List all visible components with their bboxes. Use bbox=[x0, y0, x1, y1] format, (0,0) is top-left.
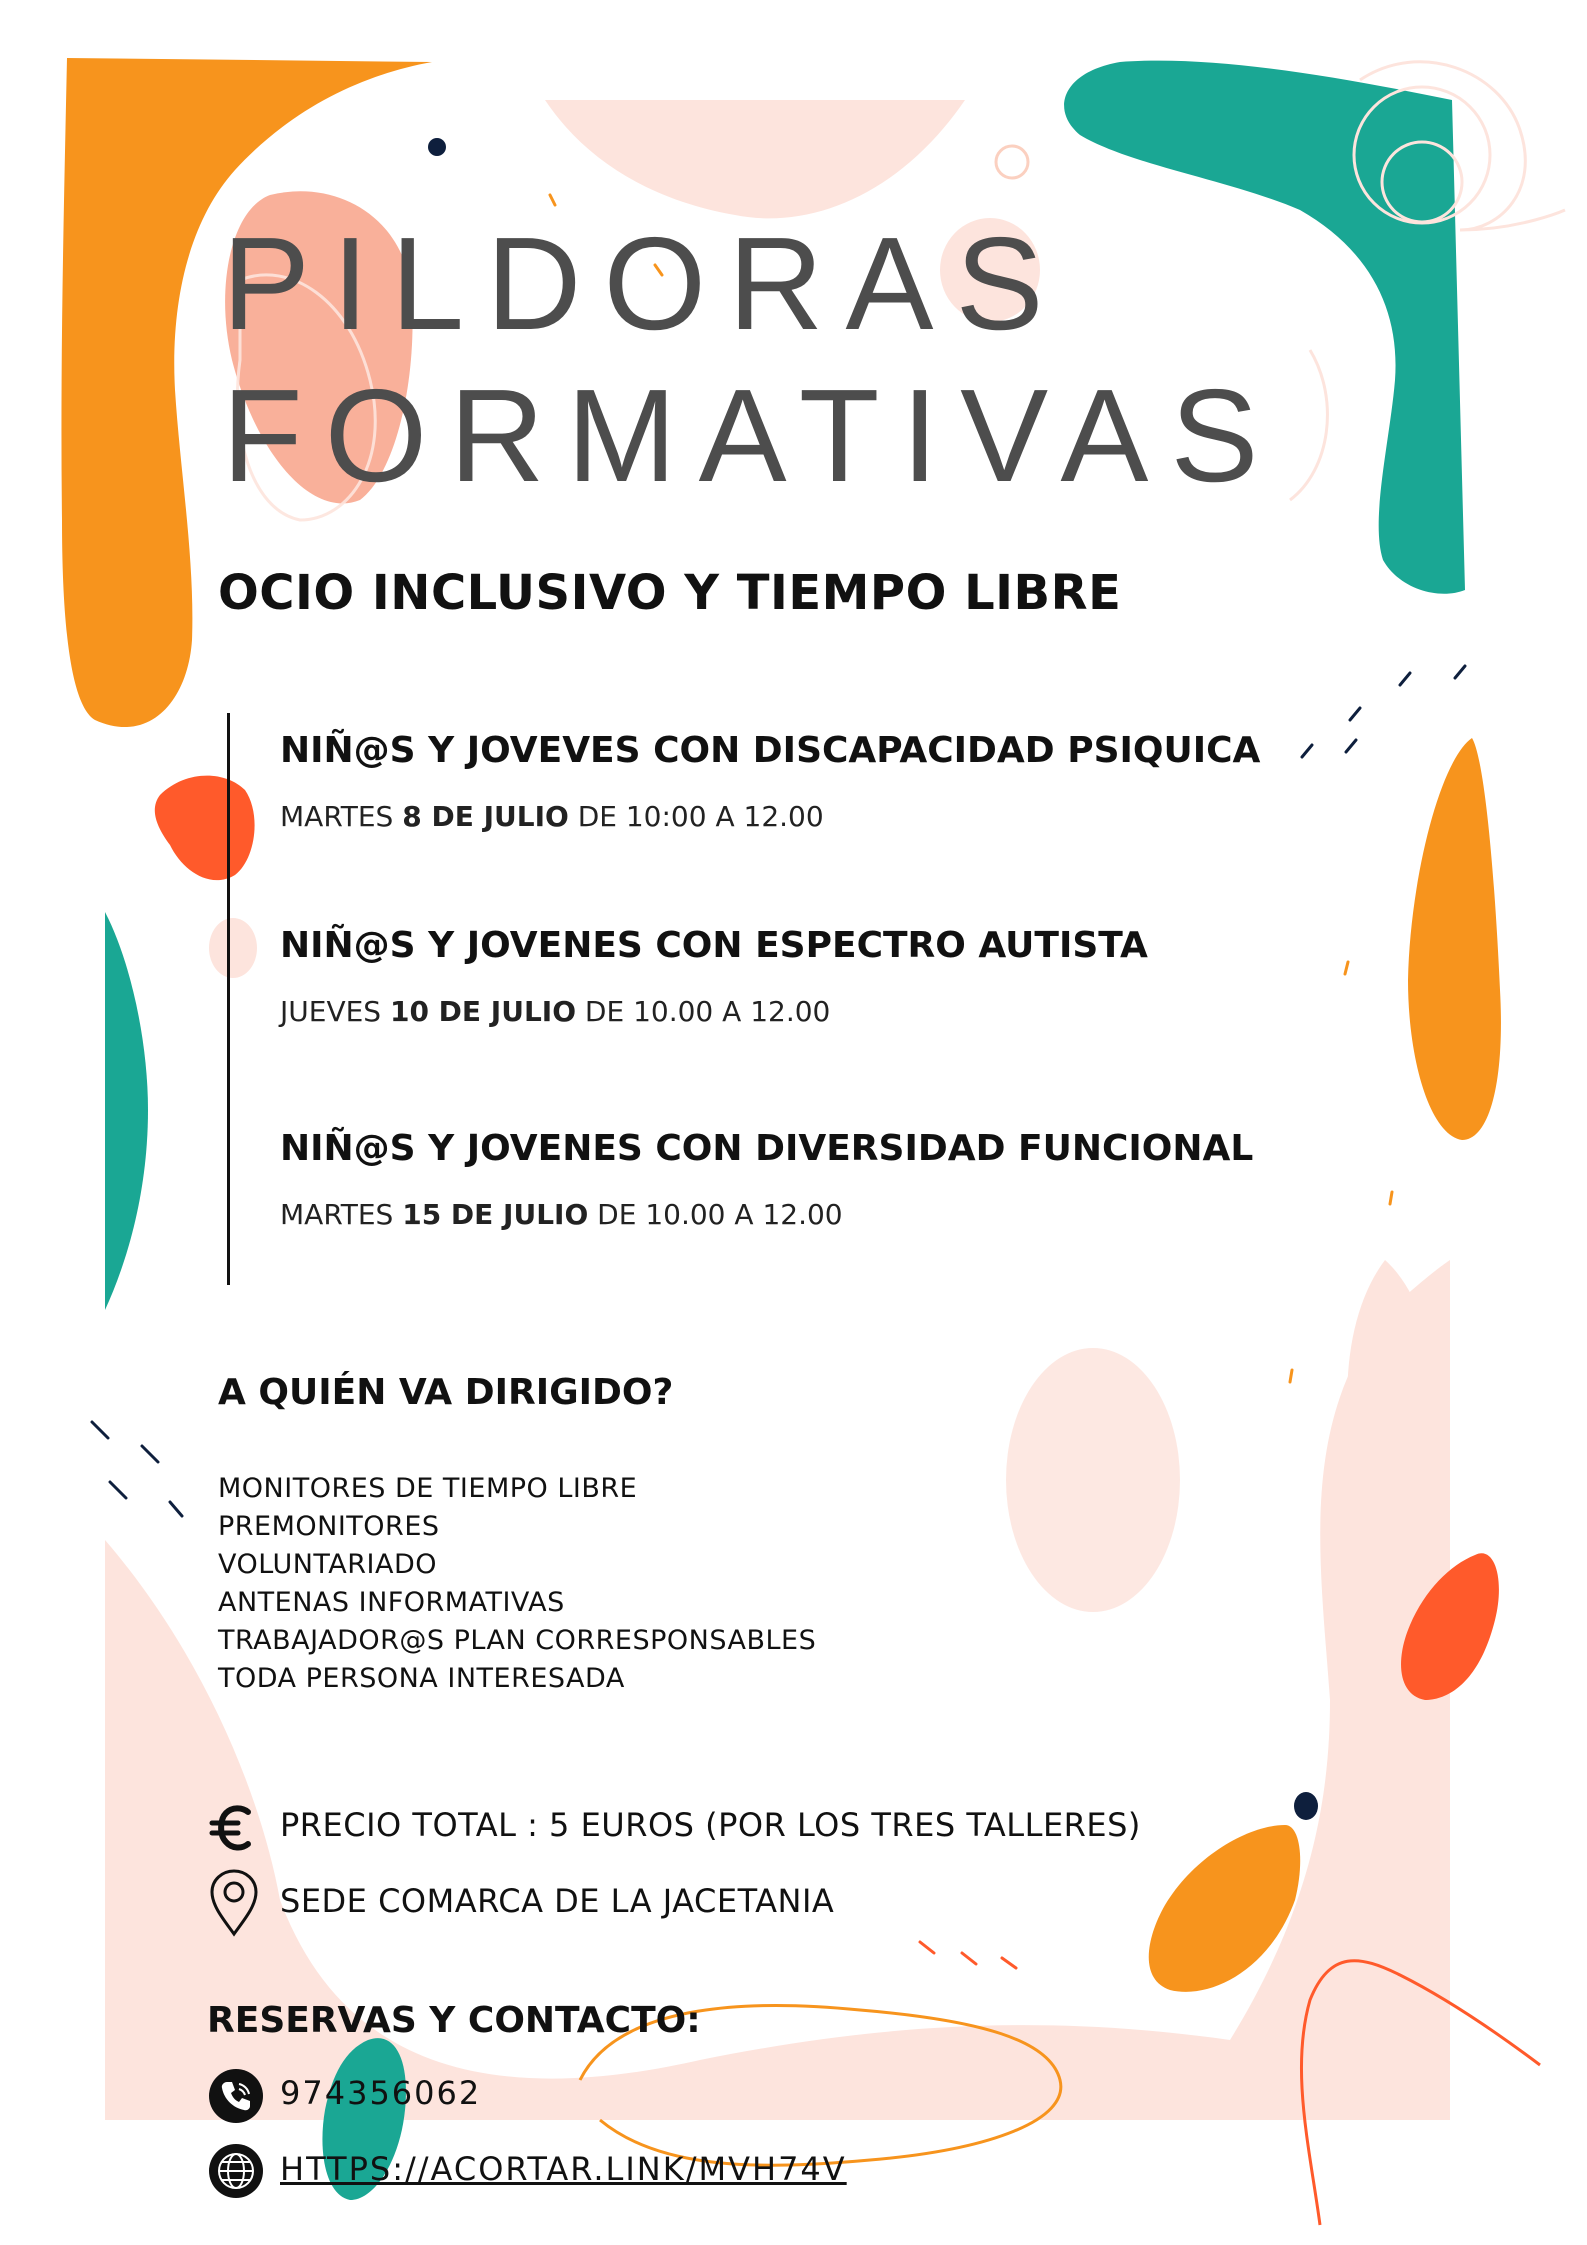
workshop-1-date bbox=[280, 800, 824, 833]
timeline-line bbox=[227, 713, 230, 1285]
subtitle: OCIO INCLUSIVO Y TIEMPO LIBRE bbox=[218, 565, 1122, 621]
navy-dashes-right bbox=[1302, 666, 1465, 757]
workshop-3-time: DE 10.00 A 12.00 bbox=[597, 1198, 843, 1231]
navy-dashes-left bbox=[92, 1422, 182, 1516]
contact-heading: RESERVAS Y CONTACTO: bbox=[207, 2000, 701, 2041]
audience-item: MONITORES DE TIEMPO LIBRE bbox=[218, 1473, 638, 1504]
workshop-1-title: NIÑ@S Y JOVEVES CON DISCAPACIDAD PSIQUICA bbox=[280, 730, 1261, 771]
globe-icon bbox=[208, 2143, 264, 2199]
line-circle-top bbox=[996, 146, 1028, 178]
navy-dot-bottom bbox=[1294, 1792, 1318, 1820]
workshop-3-day-date: 15 DE JULIO bbox=[402, 1198, 589, 1231]
red-blob-left bbox=[155, 776, 255, 881]
audience-item: TODA PERSONA INTERESADA bbox=[218, 1663, 625, 1694]
workshop-2-time: DE 10.00 A 12.00 bbox=[584, 995, 831, 1028]
workshop-2-date bbox=[280, 995, 830, 1028]
map-pin-icon bbox=[208, 1868, 260, 1938]
pink-panel-top bbox=[545, 100, 965, 218]
euro-icon bbox=[208, 1802, 260, 1854]
audience-item: TRABAJADOR@S PLAN CORRESPONSABLES bbox=[218, 1625, 817, 1656]
workshop-2-day: JUEVES bbox=[280, 995, 382, 1028]
orange-shape-right bbox=[1408, 738, 1501, 1140]
swirl-mid bbox=[1290, 350, 1327, 500]
teal-shape-left bbox=[105, 912, 148, 1310]
audience-list bbox=[218, 1470, 816, 1698]
audience-item: ANTENAS INFORMATIVAS bbox=[218, 1587, 565, 1618]
audience-item: VOLUNTARIADO bbox=[218, 1549, 438, 1580]
title-line-2: FORMATIVAS bbox=[222, 362, 1281, 509]
red-dashes bbox=[920, 1942, 1016, 1968]
workshop-1-time: DE 10:00 A 12.00 bbox=[577, 800, 824, 833]
pink-small-oval bbox=[209, 918, 257, 978]
workshop-3-date bbox=[280, 1198, 843, 1231]
workshop-1-day-date: 8 DE JULIO bbox=[402, 800, 569, 833]
pink-oval bbox=[1006, 1348, 1180, 1612]
location-text: SEDE COMARCA DE LA JACETANIA bbox=[280, 1882, 835, 1920]
phone-number[interactable]: 974356062 bbox=[280, 2074, 482, 2112]
workshop-3-day: MARTES bbox=[280, 1198, 394, 1231]
teal-shape-top-right bbox=[1064, 61, 1465, 594]
workshop-3-title: NIÑ@S Y JOVENES CON DIVERSIDAD FUNCIONAL bbox=[280, 1128, 1254, 1169]
title-line-1: PILDORAS bbox=[222, 210, 1066, 357]
workshop-2-day-date: 10 DE JULIO bbox=[389, 995, 577, 1028]
navy-dot-top bbox=[428, 138, 446, 156]
phone-icon bbox=[208, 2068, 264, 2124]
audience-item: PREMONITORES bbox=[218, 1511, 440, 1542]
audience-heading: A QUIÉN VA DIRIGIDO? bbox=[218, 1372, 674, 1413]
workshop-1-day: MARTES bbox=[280, 800, 394, 833]
website-link[interactable]: HTTPS://ACORTAR.LINK/MVH74V bbox=[280, 2150, 847, 2188]
workshop-2-title: NIÑ@S Y JOVENES CON ESPECTRO AUTISTA bbox=[280, 925, 1148, 966]
price-text: PRECIO TOTAL : 5 EUROS (POR LOS TRES TALLERES) bbox=[280, 1806, 1141, 1844]
